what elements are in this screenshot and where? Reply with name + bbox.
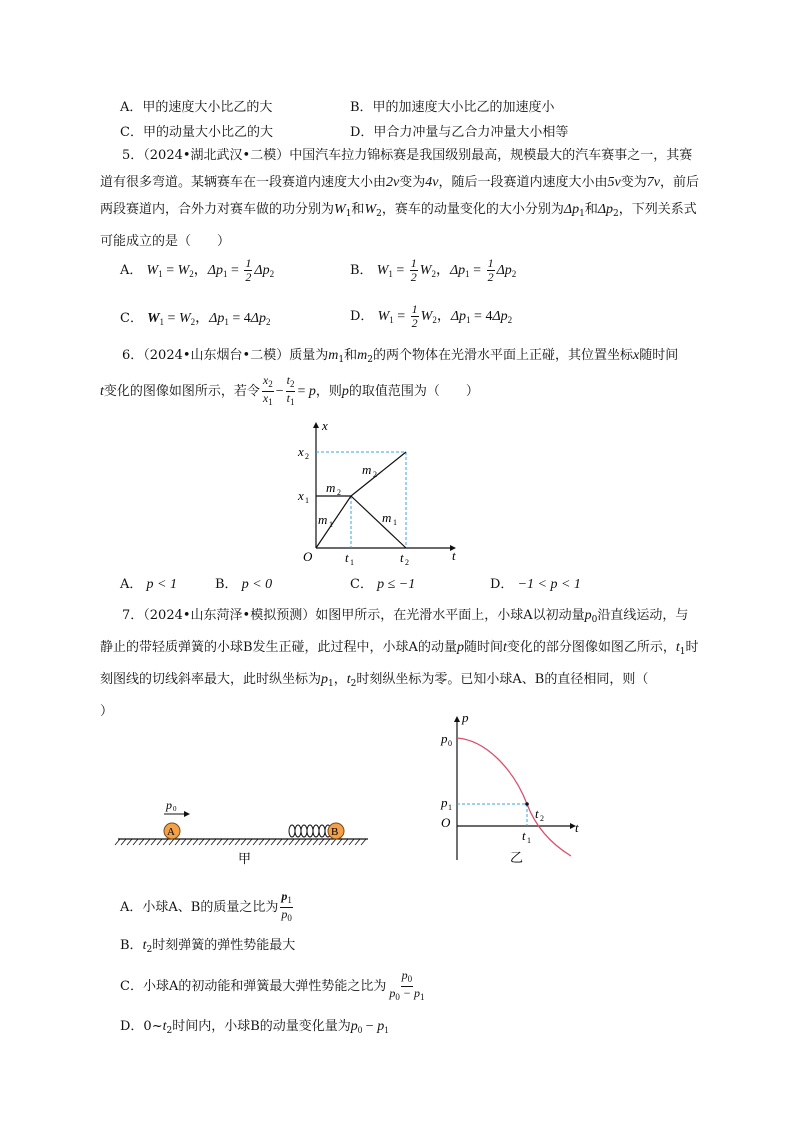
option-label: A．: [120, 577, 143, 592]
q6-text: 随时间: [639, 348, 679, 363]
q6-text: ，则: [315, 384, 342, 399]
q4-option-b: B．甲的加速度大小比乙的加速度小: [350, 100, 555, 115]
svg-text:2: 2: [540, 814, 544, 823]
q5-number: 5．: [122, 148, 144, 163]
q5-text: ，赛车的动量变化的大小分别为: [381, 202, 564, 217]
option-text: A．小球A、B的质量之比为: [120, 900, 279, 915]
svg-text:2: 2: [305, 452, 309, 461]
q6-option-a: [120, 573, 177, 593]
q5-math: 7: [646, 175, 654, 190]
p-t-curve: [457, 738, 571, 856]
q5-text: 中国汽车拉力锦标赛是我国级别最高，规模最大的汽车赛事之一，其赛道有很多弯道。某辆赛车在一段赛道内速度大小由: [100, 148, 693, 190]
q6-number: 6．: [122, 348, 144, 363]
q7-text: 时刻纵坐标为零。已知小球A、B的直径相同，则（: [356, 672, 649, 687]
q5-option-b: B． $W_1$ = $\frac{1}{2}$ $W_2$，$\Delta p_1$ = $\frac{1}{2}$ $\Delta p_2$: [350, 256, 517, 284]
option-math: p < 1: [146, 577, 177, 592]
q5-math: 2: [386, 175, 394, 190]
svg-text:t: t: [522, 828, 526, 843]
option-label: B．: [120, 938, 143, 953]
q6-option-d: [490, 573, 581, 593]
ground-hatching: [115, 839, 366, 845]
m1-label-left: m: [318, 512, 328, 527]
arrow-right-icon: [184, 811, 190, 817]
origin-label: O: [303, 549, 313, 564]
option-math: −1 < p < 1: [517, 577, 581, 592]
q7-text: 如图甲所示，在光滑水平面上，小球A以初动量: [315, 608, 585, 623]
m1-after-line: [351, 496, 406, 548]
svg-text:1: 1: [329, 520, 333, 529]
option-label: D．: [350, 309, 374, 324]
p0-label: p: [166, 798, 172, 812]
m2-label-left: m: [326, 480, 336, 495]
q5-and: 和: [351, 202, 365, 217]
svg-text:1: 1: [350, 558, 354, 567]
q4-option-d: D．甲合力冲量与乙合力冲量大小相等: [350, 125, 569, 140]
q6-text: 质量为: [289, 348, 329, 363]
option-label: A．: [120, 263, 143, 278]
t1-label: t: [345, 550, 349, 565]
q6-text: 变化的图像如图所示，若令: [103, 384, 260, 399]
q6-text: 的取值范围为（ ）: [348, 384, 479, 399]
m1-label-right: m: [382, 510, 392, 525]
q7-text: 随时间: [463, 640, 503, 655]
svg-text:p: p: [441, 795, 448, 810]
q5-text: ，随后一段赛道内速度大小由: [438, 175, 608, 190]
q7-text: ，: [333, 672, 347, 687]
q7-figure-yi-pt-graph: [425, 710, 595, 870]
svg-text:1: 1: [527, 836, 531, 845]
q5-math: 5: [607, 175, 615, 190]
p-axis-label: p: [462, 710, 469, 725]
q5-text: 变为: [620, 175, 647, 190]
q7-stem: 7．（2024•山东菏泽•模拟预测）如图甲所示，在光滑水平面上，小球A以初动量$p_0$沿直线运动，与静止的带轻质弹簧的小球B发生正碰，此过程中，小球A的动量p随时间t变化的部分图像如图乙所示，$t_1$时刻图线的切线斜率最大，此时纵坐标为$p_1$，$t_2$时刻纵坐标为零。已知小球A、B的直径相同，则（ ）: [100, 608, 699, 719]
ball-b-label: B: [331, 826, 339, 838]
q5-stem: 5．（2024•湖北武汉•二模）中国汽车拉力锦标赛是我国级别最高，规模最大的汽车赛事之一，其赛道有很多弯道。某辆赛车在一段赛道内速度大小由2v变为4v，随后一段赛道内速度大小由5v变为7v，前后两段赛道内，合外力对赛车做的功分别为$W_1$和$W_2$，赛车的动量变化的大小分别为$\Delta p_1$和$\Delta p_2$，下列关系式可能成立的是（ ）: [100, 148, 699, 249]
x-axis-label: x: [322, 418, 328, 433]
q7-number: 7．: [122, 608, 144, 623]
q5-option-c: C． $W_1 = W_2$，$\Delta p_1 = 4\Delta p_2$: [120, 311, 271, 327]
q5-w1: W: [334, 202, 346, 217]
x2-label: x: [298, 444, 304, 459]
q7-figure-jia: [110, 795, 380, 870]
option-math: p ≤ −1: [377, 577, 416, 592]
q6-text: 和: [344, 348, 358, 363]
option-label: B．: [350, 263, 373, 278]
t2-label: t: [400, 550, 404, 565]
option-label: B．: [215, 577, 238, 592]
t-axis-label: t: [452, 548, 456, 563]
q5-option-d: D． $W_1$ = $\frac{1}{2}$ $W_2$，$\Delta p_1 = 4\Delta p_2$: [350, 302, 513, 330]
q4-option-a: A．甲的速度大小比乙的大: [120, 100, 273, 115]
svg-text:1: 1: [393, 518, 397, 527]
svg-text:2: 2: [337, 488, 341, 497]
svg-text:1: 1: [448, 803, 452, 812]
svg-text:2: 2: [405, 558, 409, 567]
option-math: p < 0: [241, 577, 273, 592]
q4-option-c: C．甲的动量大小比乙的大: [120, 125, 273, 140]
q7-option-d: D．$0\sim t_2$时间内，小球B的动量变化量为$p_0 - p_1$: [120, 1019, 389, 1036]
q5-text: ，前后两段赛道内，合外力对赛车做的功分别为: [100, 175, 699, 217]
q6-text: 的两个物体在光滑水平面上正碰，其位置坐标: [372, 348, 633, 363]
svg-text:0: 0: [448, 739, 452, 748]
q5-text: 变为: [399, 175, 426, 190]
q6-option-b: [215, 573, 272, 593]
q7-option-b: B．$t_2$时刻弹簧的弹性势能最大: [120, 938, 296, 955]
t-axis-label: t: [575, 820, 579, 835]
inflection-point: [525, 802, 529, 806]
q7-option-a: A．小球A、B的质量之比为 $\frac{p_1}{p_0}$: [120, 889, 292, 923]
x1-label: x: [298, 488, 304, 503]
svg-text:1: 1: [305, 496, 309, 505]
figure-yi-caption: 乙: [510, 850, 524, 865]
svg-text:2: 2: [373, 470, 377, 479]
p-axis-arrow-icon: [454, 716, 460, 722]
ball-a-label: A: [167, 826, 175, 838]
svg-text:t: t: [535, 806, 539, 821]
option-label: C．: [350, 577, 373, 592]
q5-option-a: A． $W_1 = W_2$，$\Delta p_1$ = $\frac{1}{2}$ $\Delta p_2$: [120, 256, 275, 284]
q6-stem: 6．（2024•山东烟台•二模）质量为$m_1$和$m_2$的两个物体在光滑水平面上正碰，其位置坐标x随时间 t变化的图像如图所示，若令 $\frac{x_2}{x_1}$ − $\frac{t_2}{t_1}$ = p，则p的取值范围为（ ）: [100, 348, 679, 407]
svg-text:p: p: [441, 731, 448, 746]
q7-text: ）: [100, 704, 114, 719]
m2-after-line: [351, 452, 406, 496]
q6-source: （2024•山东烟台•二模）: [143, 348, 290, 363]
q5-source: （2024•湖北武汉•二模）: [143, 148, 290, 163]
q6-option-c: [350, 573, 415, 593]
q5-math: 4: [425, 175, 433, 190]
q7-text: 时刻图线的切线斜率最大，此时纵坐标为: [100, 640, 699, 687]
option-text: 时刻弹簧的弹性势能最大: [152, 938, 296, 953]
figure-jia-caption: 甲: [238, 851, 252, 866]
spring: [289, 825, 331, 837]
q7-option-c: C．小球A的初动能和弹簧最大弹性势能之比为 $\frac{p_0}{p_0 - p_1}$: [120, 968, 425, 1002]
svg-text:0: 0: [173, 805, 177, 813]
option-label: C．: [120, 311, 143, 326]
q6-xt-graph: [290, 418, 460, 568]
option-text: 时间内，小球B的动量变化量为: [172, 1019, 351, 1034]
m2-label-right: m: [362, 462, 372, 477]
x-axis-arrow-icon: [313, 422, 319, 428]
option-label: D．0~: [120, 1019, 163, 1034]
q7-source: （2024•山东菏泽•模拟预测）: [143, 608, 316, 623]
origin-label: O: [441, 815, 451, 830]
q7-text: 变化的部分图像如图乙所示，: [506, 640, 676, 655]
q7-text: 沿直线运动，与静止的带轻质弹簧的小球B发生正碰，此过程中，小球A的动量: [100, 608, 689, 655]
q5-text: ，下列关系式可能成立的是（ ）: [100, 202, 697, 249]
option-label: D．: [490, 577, 514, 592]
option-text: C．小球A的初动能和弹簧最大弹性势能之比为: [120, 979, 387, 994]
